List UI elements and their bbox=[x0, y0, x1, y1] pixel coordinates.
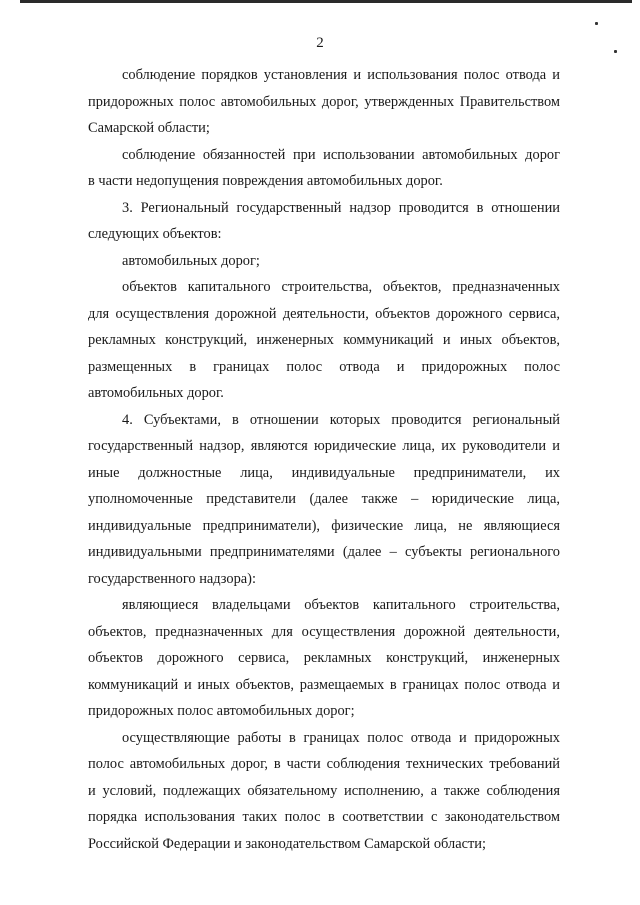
text-line: придорожных полос автомобильных дорог, утвержденных Правительством bbox=[88, 93, 560, 110]
text-line: Российской Федерации и законодательством Самарской области; bbox=[88, 835, 486, 852]
text-line: для осуществления дорожной деятельности, объектов дорожного сервиса, bbox=[88, 305, 560, 322]
text-line: объектов дорожного сервиса, рекламных конструкций, инженерных bbox=[88, 650, 560, 666]
text-line: Самарской области; bbox=[88, 120, 210, 136]
text-line: объектов, предназначенных для осуществления дорожной деятельности, bbox=[88, 623, 560, 640]
text-line: и условий, подлежащих обязательному исполнению, а также соблюдения bbox=[88, 782, 560, 799]
text-line: в части недопущения повреждения автомобильных дорог. bbox=[88, 173, 443, 189]
text-line: автомобильных дорог; bbox=[122, 252, 260, 269]
text-line: иные должностные лица, индивидуальные предприниматели, их bbox=[88, 464, 560, 481]
text-line: автомобильных дорог. bbox=[88, 385, 224, 401]
text-line: индивидуальные предприниматели), физические лица, не являющиеся bbox=[88, 517, 560, 534]
text-line: 4. Субъектами, в отношении которых проводится региональный bbox=[122, 411, 560, 428]
text-line: придорожных полос автомобильных дорог; bbox=[88, 703, 355, 719]
paragraph bbox=[88, 592, 560, 725]
text-line: порядка использования таких полос в соответствии с законодательством bbox=[88, 809, 560, 825]
scan-top-edge bbox=[20, 0, 632, 3]
text-line: объектов капитального строительства, объектов, предназначенных bbox=[122, 279, 560, 295]
text-line: государственный надзор, являются юридические лица, их руководители и bbox=[88, 438, 560, 454]
text-line: рекламных конструкций, инженерных коммуникаций и иных объектов, bbox=[88, 332, 560, 348]
paragraph bbox=[88, 407, 560, 593]
text-line: осуществляющие работы в границах полос отвода и придорожных bbox=[122, 729, 560, 746]
text-line: 3. Региональный государственный надзор проводится в отношении bbox=[122, 199, 560, 216]
paragraph bbox=[88, 62, 560, 142]
text-line: индивидуальными предпринимателями (далее – субъекты регионального bbox=[88, 544, 560, 560]
paragraph bbox=[88, 725, 560, 858]
text-line: соблюдение порядков установления и использования полос отвода и bbox=[122, 67, 560, 83]
paragraph bbox=[88, 142, 560, 195]
text-line: коммуникаций и иных объектов, размещаемых в границах полос отвода и bbox=[88, 676, 560, 693]
paragraph bbox=[88, 248, 560, 275]
document-body bbox=[88, 62, 560, 857]
scan-speck bbox=[595, 22, 598, 25]
paragraph bbox=[88, 195, 560, 248]
page-number: 2 bbox=[316, 35, 324, 51]
paragraph bbox=[88, 274, 560, 407]
text-line: государственного надзора): bbox=[88, 570, 256, 587]
text-line: полос автомобильных дорог, в части соблюдения технических требований bbox=[88, 756, 560, 772]
text-line: являющиеся владельцами объектов капитального строительства, bbox=[122, 597, 560, 613]
text-line: уполномоченные представители (далее также – юридические лица, bbox=[88, 491, 560, 507]
text-line: размещенных в границах полос отвода и придорожных полос bbox=[88, 358, 560, 375]
text-line: соблюдение обязанностей при использовании автомобильных дорог bbox=[122, 146, 560, 163]
text-line: следующих объектов: bbox=[88, 226, 222, 242]
